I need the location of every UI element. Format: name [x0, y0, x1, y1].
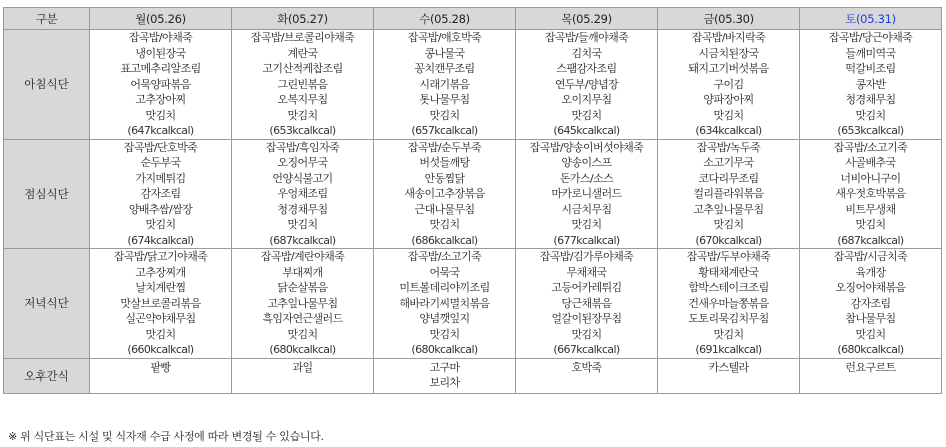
calorie-label: (674kcalkcal): [127, 233, 194, 247]
menu-cell-lunch-thu: [516, 139, 658, 249]
menu-item: 잡곡밥/시금치죽: [833, 250, 908, 263]
menu-item: 얼갈이된장무침: [551, 312, 622, 325]
menu-item: 오이지무침: [561, 93, 612, 106]
menu-item: 잡곡밥/계란야채죽: [260, 250, 345, 263]
menu-item: 소고기무국: [703, 156, 754, 169]
calorie-label: (691kcalkcal): [695, 343, 762, 356]
calorie-label: (653kcalkcal): [269, 124, 336, 137]
menu-item: 잡곡밥/바지락죽: [691, 31, 766, 44]
menu-item: 어묵양파볶음: [130, 77, 191, 91]
menu-cell-dinner-thu: [516, 249, 658, 359]
menu-item: 가지메튀김: [135, 171, 186, 185]
menu-cell-dinner-wed: [374, 249, 516, 359]
menu-item: 맛김치: [713, 108, 744, 122]
menu-cell-breakfast-thu: [516, 30, 658, 140]
menu-cell-snack-mon: [90, 358, 232, 393]
menu-item: 잡곡밥/양송이버섯야채죽: [529, 140, 644, 154]
menu-item: 고추잎나물무침: [693, 202, 764, 216]
menu-item: 런요구르트: [845, 360, 896, 374]
day-header-thu: 목(05.29): [516, 8, 658, 30]
calorie-label: (686kcalkcal): [411, 233, 478, 247]
menu-item: 양배추쌈/쌈장: [128, 202, 193, 216]
menu-item: 계란국: [287, 46, 318, 60]
menu-item: 오징어야채볶음: [835, 281, 906, 294]
menu-item: 어묵국: [429, 265, 460, 279]
menu-cell-dinner-tue: [232, 249, 374, 359]
menu-item: 표고메추리알조림: [120, 62, 201, 75]
meal-label: 점심식단: [4, 139, 90, 249]
menu-item: 돈가스/소스: [559, 171, 614, 185]
menu-item: 부대찌개: [282, 265, 323, 279]
calorie-label: (680kcalkcal): [411, 343, 478, 356]
menu-item: 고기산적케찹조림: [262, 62, 343, 75]
menu-item: 맛김치: [145, 218, 176, 231]
menu-item: 무채채국: [566, 265, 607, 279]
menu-item: 돼지고기버섯볶음: [688, 62, 769, 75]
menu-item: 청경채무침: [845, 93, 896, 106]
menu-item: 맛김치: [571, 108, 602, 122]
menu-item: 과일: [292, 360, 313, 374]
menu-item: 고추장아찌: [135, 93, 186, 106]
menu-item: 오징어무국: [277, 156, 328, 169]
menu-item: 맛김치: [855, 327, 886, 341]
menu-item: 미트볼데리야끼조림: [399, 281, 490, 294]
menu-item: 김치국: [571, 46, 602, 60]
menu-item: 호박죽: [571, 360, 602, 374]
calorie-label: (653kcalkcal): [837, 124, 904, 137]
menu-item: 맛김치: [429, 327, 460, 341]
menu-item: 고등어카레튀김: [551, 281, 622, 294]
menu-item: 맛김치: [571, 218, 602, 231]
menu-item: 맛김치: [713, 327, 744, 341]
day-header-mon: 월(05.26): [90, 8, 232, 30]
meal-label: 오후간식: [4, 358, 90, 393]
menu-item: 해바라기씨멸치볶음: [399, 296, 490, 310]
menu-item: 연두부/양념장: [554, 77, 619, 91]
menu-item: 시금치무침: [561, 202, 612, 216]
menu-cell-dinner-sat: [800, 249, 942, 359]
menu-item: 양파장아찌: [703, 93, 754, 106]
menu-cell-snack-tue: [232, 358, 374, 393]
calorie-label: (687kcalkcal): [269, 233, 336, 247]
menu-item: 맛김치: [287, 218, 318, 231]
menu-cell-breakfast-wed: [374, 30, 516, 140]
menu-cell-dinner-mon: [90, 249, 232, 359]
menu-item: 구이김: [713, 77, 744, 91]
menu-item: 시금치된장국: [698, 46, 759, 60]
menu-item: 맛김치: [429, 108, 460, 122]
calorie-label: (647kcalkcal): [127, 124, 194, 137]
menu-item: 사골배추국: [845, 156, 896, 169]
calorie-label: (670kcalkcal): [695, 233, 762, 247]
menu-item: 잡곡밥/애호박죽: [407, 31, 482, 44]
menu-cell-breakfast-fri: [658, 30, 800, 140]
menu-item: 맛김치: [571, 327, 602, 341]
menu-item: 팥빵: [150, 360, 171, 374]
menu-item: 흑임자연근샐러드: [262, 312, 343, 325]
menu-item: 잡곡밥/두부야채죽: [686, 250, 771, 263]
menu-cell-snack-thu: [516, 358, 658, 393]
menu-cell-lunch-sat: [800, 139, 942, 249]
menu-cell-lunch-tue: [232, 139, 374, 249]
menu-change-notice: ※ 위 식단표는 시설 및 식자재 수급 사정에 따라 변경될 수 있습니다.: [8, 430, 324, 443]
menu-cell-breakfast-tue: [232, 30, 374, 140]
menu-item: 순두부국: [140, 156, 181, 169]
calorie-label: (680kcalkcal): [269, 343, 336, 356]
menu-item: 맛김치: [713, 218, 744, 231]
menu-item: 잡곡밥/흑임자죽: [265, 140, 340, 154]
menu-cell-breakfast-mon: [90, 30, 232, 140]
weekly-meal-table: [3, 7, 942, 394]
day-header-sat: 토(05.31): [800, 8, 942, 30]
menu-cell-snack-wed: [374, 358, 516, 393]
menu-item: 들깨미역국: [845, 46, 896, 60]
menu-item: 떡갈비조림: [845, 62, 896, 75]
menu-item: 잡곡밥/소고기죽: [407, 250, 482, 263]
menu-cell-breakfast-sat: [800, 30, 942, 140]
menu-item: 잡곡밥/브로콜리야채죽: [250, 31, 355, 44]
menu-item: 새송이고추장볶음: [404, 187, 485, 200]
menu-item: 잡곡밥/순두부죽: [407, 140, 482, 154]
menu-cell-lunch-mon: [90, 139, 232, 249]
menu-item: 육개장: [855, 265, 886, 279]
menu-item: 닭순살볶음: [277, 281, 328, 294]
menu-item: 실곤약야채무침: [125, 312, 196, 325]
calorie-label: (645kcalkcal): [553, 124, 620, 137]
meal-label: 아침식단: [4, 30, 90, 140]
meal-row-lunch: [4, 139, 942, 249]
menu-item: 도토리묵김치무침: [688, 312, 769, 325]
menu-item: 양념깻잎지: [419, 312, 470, 325]
calorie-label: (634kcalkcal): [695, 124, 762, 137]
meal-row-dinner: [4, 249, 942, 359]
header-row: [4, 8, 942, 30]
menu-cell-lunch-fri: [658, 139, 800, 249]
menu-item: 시래기볶음: [419, 77, 470, 91]
menu-item: 맛김치: [287, 327, 318, 341]
menu-item: 마카로니샐러드: [551, 187, 622, 200]
menu-item: 버섯들깨탕: [419, 156, 470, 169]
menu-item: 콩자반: [855, 77, 886, 91]
menu-item: 맛김치: [145, 327, 176, 341]
menu-item: 너비아니구이: [840, 171, 901, 185]
menu-item: 맛김치: [145, 108, 176, 122]
menu-item: 잡곡밥/김가루야채죽: [539, 250, 634, 263]
menu-item: 양송이스프: [561, 156, 612, 169]
menu-item: 잡곡밥/단호박죽: [123, 140, 198, 154]
menu-item: 맛김치: [287, 108, 318, 122]
menu-item: 콩나물국: [424, 46, 465, 60]
menu-item: 고추장찌개: [135, 265, 186, 279]
menu-item: 맛김치: [855, 108, 886, 122]
day-header-fri: 금(05.30): [658, 8, 800, 30]
calorie-label: (687kcalkcal): [837, 233, 904, 247]
menu-cell-lunch-wed: [374, 139, 516, 249]
menu-item: 감자조림: [850, 296, 891, 310]
calorie-label: (680kcalkcal): [837, 343, 904, 356]
calorie-label: (677kcalkcal): [553, 233, 620, 247]
menu-item: 그린빈볶음: [277, 77, 328, 91]
menu-item: 함박스테이크조림: [688, 281, 769, 294]
menu-item: 안동찜닭: [424, 171, 465, 185]
menu-item: 잡곡밥/들깨야채죽: [544, 31, 629, 44]
calorie-label: (657kcalkcal): [411, 124, 478, 137]
menu-item: 청경채무침: [277, 202, 328, 216]
menu-item: 우엉채조림: [277, 187, 328, 200]
menu-item: 꽁치캔무조림: [414, 62, 475, 75]
menu-item: 맛살브로콜리볶음: [120, 296, 201, 310]
menu-item: 카스텔라: [708, 360, 749, 374]
menu-item: 근대나물무침: [414, 202, 475, 216]
menu-item: 날치계란찜: [135, 281, 186, 294]
menu-item: 잡곡밥/닭고기야채죽: [113, 250, 208, 263]
menu-item: 새우젓호박볶음: [835, 187, 906, 200]
meal-row-snack: [4, 358, 942, 393]
menu-item: 감자조림: [140, 187, 181, 200]
menu-item: 참나물무침: [845, 312, 896, 325]
calorie-label: (660kcalkcal): [127, 343, 194, 356]
menu-item: 맛김치: [855, 218, 886, 231]
menu-item: 냉이된장국: [135, 46, 186, 60]
menu-item: 고추잎나물무침: [267, 296, 338, 310]
menu-item: 잡곡밥/야채죽: [128, 31, 193, 44]
menu-item: 건새우마늘쫑볶음: [688, 296, 769, 310]
menu-item: 잡곡밥/당근야채죽: [828, 31, 913, 44]
day-header-wed: 수(05.28): [374, 8, 516, 30]
menu-item: 황태채계란국: [698, 265, 759, 279]
menu-cell-snack-fri: [658, 358, 800, 393]
menu-item: 잡곡밥/소고기죽: [833, 140, 908, 154]
menu-cell-snack-sat: [800, 358, 942, 393]
menu-item: 언양식불고기: [272, 171, 333, 185]
day-header-tue: 화(05.27): [232, 8, 374, 30]
meal-row-breakfast: [4, 30, 942, 140]
menu-cell-dinner-fri: [658, 249, 800, 359]
menu-item: 맛김치: [429, 218, 460, 231]
menu-item: 톳나물무침: [419, 93, 470, 106]
menu-item: 당근채볶음: [561, 296, 612, 310]
menu-item: 고구마: [429, 360, 460, 374]
meal-label: 저녁식단: [4, 249, 90, 359]
category-header: 구분: [4, 8, 90, 30]
menu-item: 보리차: [429, 376, 460, 389]
menu-item: 잡곡밥/녹두죽: [696, 140, 761, 154]
menu-item: 스팸감자조림: [556, 62, 617, 75]
menu-item: 컬리플라워볶음: [693, 187, 764, 200]
menu-item: 코다리무조림: [698, 171, 759, 185]
menu-item: 오복지무침: [277, 93, 328, 106]
menu-item: 비트무생채: [845, 202, 896, 216]
calorie-label: (667kcalkcal): [553, 343, 620, 356]
